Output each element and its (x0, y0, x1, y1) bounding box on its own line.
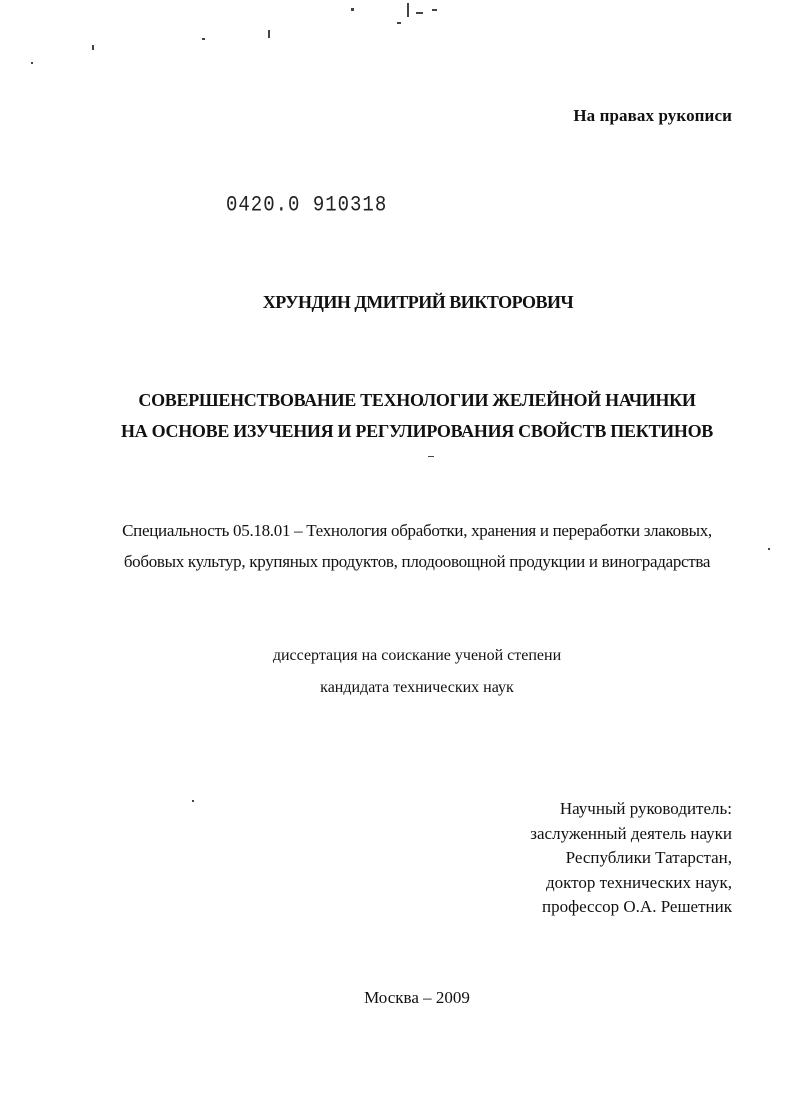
rights-note: На правах рукописи (573, 106, 732, 125)
advisor-line: доктор технических наук, (545, 872, 732, 892)
advisor-line: Республики Татарстан, (565, 848, 732, 867)
title-line: СОВЕРШЕНСТВОВАНИЕ ТЕХНОЛОГИИ ЖЕЛЕЙНОЙ НАЧИНКИ (138, 390, 696, 410)
city-year: Москва – 2009 (364, 988, 470, 1007)
dissertation-title (0, 385, 798, 447)
scan-speck (192, 800, 194, 802)
scan-speck (432, 9, 437, 11)
advisor-line: профессор О.А. Решетник (541, 897, 732, 916)
scan-speck (31, 62, 33, 64)
scan-speck (407, 3, 409, 17)
title-line: НА ОСНОВЕ ИЗУЧЕНИЯ И РЕГУЛИРОВАНИЯ СВОЙСТВ ПЕКТИНОВ (121, 421, 713, 441)
scan-speck (397, 22, 401, 24)
degree-line: диссертация на соискание ученой степени (272, 647, 562, 664)
archive-code: 0420.0 910318 (226, 192, 388, 218)
scientific-advisor (530, 797, 732, 920)
scan-speck (351, 8, 354, 11)
scan-speck (92, 45, 94, 50)
author-name: ХРУНДИН ДМИТРИЙ ВИКТОРОВИЧ (262, 292, 574, 312)
specialty-line: бобовых культур, крупяных продуктов, плодоовощной продукции и виноградарства (123, 552, 711, 571)
advisor-line: Научный руководитель: (559, 799, 732, 818)
specialty-line: Специальность 05.18.01 – Технология обработки, хранения и переработки злаковых, (122, 521, 712, 540)
specialty-text (0, 515, 798, 577)
scan-speck (428, 456, 434, 457)
advisor-line: заслуженный деятель науки (530, 823, 732, 843)
scan-speck (202, 38, 205, 40)
degree-text (0, 640, 798, 704)
scan-speck (268, 30, 270, 38)
scan-speck (416, 12, 423, 14)
degree-line: кандидата технических наук (320, 679, 514, 696)
